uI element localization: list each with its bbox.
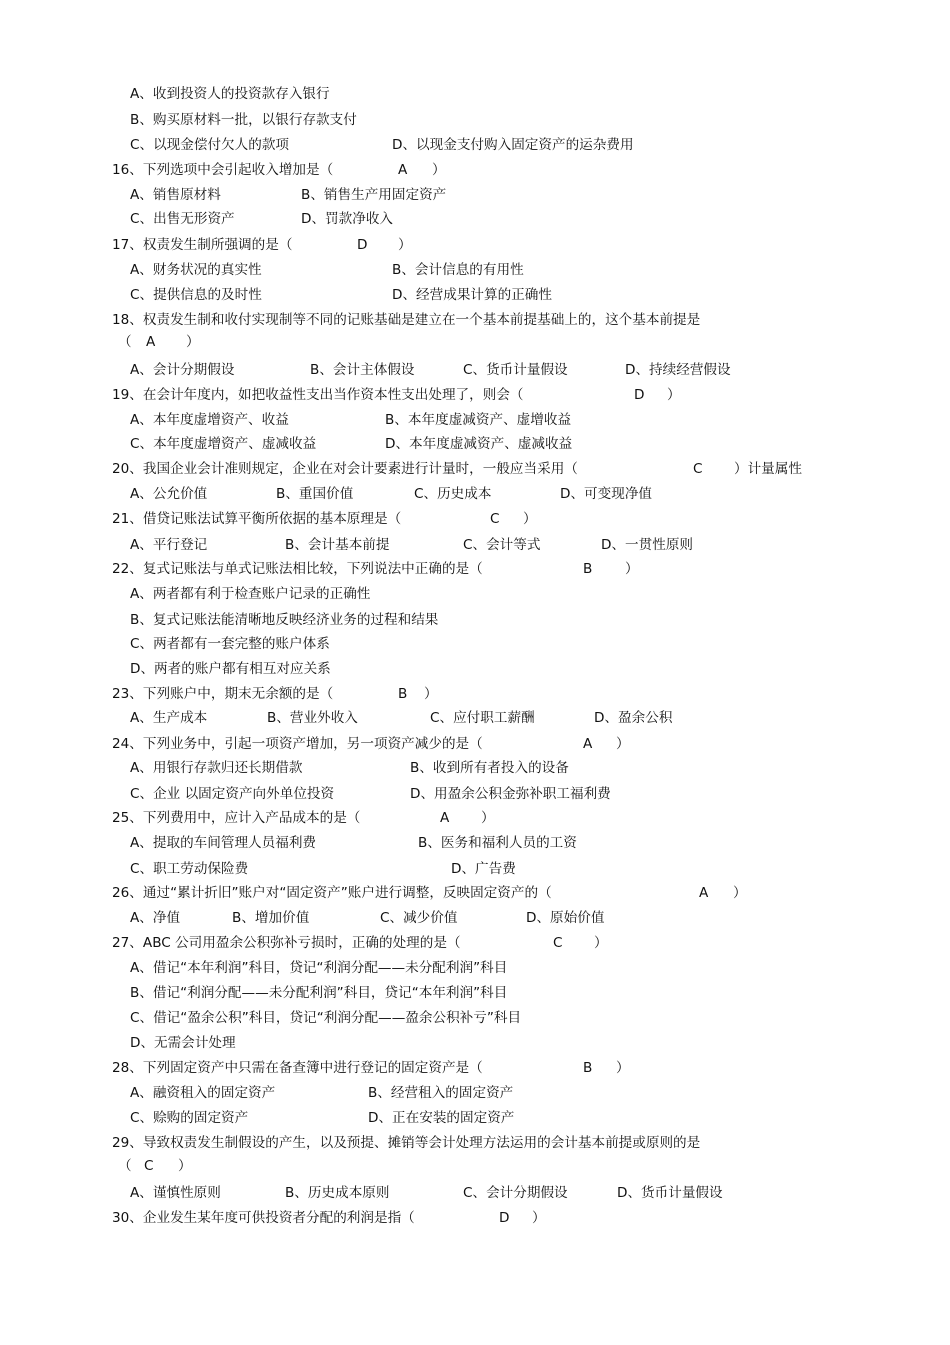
- text-segment: ）: [594, 935, 608, 951]
- text-segment: ）: [398, 237, 412, 253]
- text-segment: D、用盈余公积金弥补职工福利费: [410, 786, 611, 802]
- text-segment: B、复式记账法能清晰地反映经济业务的过程和结果: [130, 612, 439, 628]
- text-segment: 30、企业发生某年度可供投资者分配的利润是指（: [112, 1210, 415, 1226]
- text-segment: ）: [532, 1210, 546, 1226]
- text-segment: D、一贯性原则: [601, 537, 694, 553]
- text-segment: C、企业 以固定资产向外单位投资: [130, 786, 335, 802]
- text-segment: 18、权责发生制和收付实现制等不同的记账基础是建立在一个基本前提基础上的，这个基本前提是: [112, 312, 701, 328]
- text-segment: C、减少价值: [380, 910, 458, 926]
- text-segment: ）: [523, 511, 537, 527]
- text-segment: B: [583, 1060, 593, 1076]
- text-segment: 22、复式记账法与单式记账法相比较，下列说法中正确的是（: [112, 561, 483, 577]
- text-segment: ）: [178, 1158, 192, 1174]
- text-segment: D、两者的账户都有相互对应关系: [130, 661, 331, 677]
- text-segment: 21、借贷记账法试算平衡所依据的基本原理是（: [112, 511, 402, 527]
- text-segment: A、会计分期假设: [130, 362, 235, 378]
- text-segment: B、会计主体假设: [310, 362, 415, 378]
- text-segment: ）: [616, 736, 630, 752]
- text-segment: C、历史成本: [414, 486, 492, 502]
- text-segment: A、两者都有利于检查账户记录的正确性: [130, 586, 371, 602]
- text-segment: ）: [616, 1060, 630, 1076]
- text-segment: （: [118, 1158, 132, 1174]
- text-segment: B、销售生产用固定资产: [301, 187, 447, 203]
- text-segment: B、医务和福利人员的工资: [418, 835, 577, 851]
- text-segment: 26、通过“累计折旧”账户对“固定资产”账户进行调整，反映固定资产的（: [112, 885, 552, 901]
- text-segment: C、出售无形资产: [130, 211, 235, 227]
- text-segment: C、两者都有一套完整的账户体系: [130, 636, 330, 652]
- text-segment: A: [146, 334, 156, 350]
- text-segment: B、会计信息的有用性: [392, 262, 524, 278]
- text-segment: B、购买原材料一批，以银行存款支付: [130, 112, 357, 128]
- text-segment: ）: [625, 561, 639, 577]
- text-segment: B、重国价值: [276, 486, 354, 502]
- text-segment: C、提供信息的及时性: [130, 287, 262, 303]
- text-segment: D、货币计量假设: [617, 1185, 723, 1201]
- text-segment: A、借记“本年利润”科目，贷记“利润分配——未分配利润”科目: [130, 960, 508, 976]
- text-segment: ）: [186, 334, 200, 350]
- text-segment: B、营业外收入: [267, 710, 358, 726]
- text-segment: ）: [481, 810, 495, 826]
- text-segment: A、净值: [130, 910, 181, 926]
- text-segment: B、增加价值: [232, 910, 310, 926]
- text-segment: C、借记“盈余公积”科目，贷记“利润分配——盈余公积补亏”科目: [130, 1010, 522, 1026]
- text-segment: ）: [424, 686, 438, 702]
- text-segment: 20、我国企业会计准则规定，企业在对会计要素进行计量时，一般应当采用（: [112, 461, 578, 477]
- text-segment: 29、导致权责发生制假设的产生，以及预提、摊销等会计处理方法运用的会计基本前提或原则的是: [112, 1135, 701, 1151]
- text-segment: （: [118, 334, 132, 350]
- text-segment: D、可变现净值: [560, 486, 653, 502]
- text-segment: D、盈余公积: [594, 710, 673, 726]
- text-segment: C、货币计量假设: [463, 362, 568, 378]
- text-segment: D、正在安装的固定资产: [368, 1110, 515, 1126]
- text-segment: 25、下列费用中，应计入产品成本的是（: [112, 810, 361, 826]
- text-segment: C、以现金偿付欠人的款项: [130, 137, 290, 153]
- text-segment: C、本年度虚增资产、虚减收益: [130, 436, 317, 452]
- text-segment: A、销售原材料: [130, 187, 221, 203]
- text-segment: D、经营成果计算的正确性: [392, 287, 552, 303]
- text-segment: D: [634, 387, 645, 403]
- text-segment: D: [357, 237, 368, 253]
- text-segment: D、原始价值: [526, 910, 605, 926]
- text-segment: B、历史成本原则: [285, 1185, 390, 1201]
- text-segment: A: [699, 885, 709, 901]
- text-segment: A、谨慎性原则: [130, 1185, 221, 1201]
- text-segment: A、用银行存款归还长期借款: [130, 760, 303, 776]
- text-segment: A、融资租入的固定资产: [130, 1085, 276, 1101]
- text-segment: ）: [667, 387, 681, 403]
- text-segment: 24、下列业务中，引起一项资产增加，另一项资产减少的是（: [112, 736, 483, 752]
- text-segment: D: [499, 1210, 510, 1226]
- text-segment: D、广告费: [451, 861, 516, 877]
- text-segment: B: [398, 686, 408, 702]
- text-segment: C、应付职工薪酬: [430, 710, 535, 726]
- text-segment: C: [553, 935, 563, 951]
- text-segment: A: [583, 736, 593, 752]
- text-segment: 23、下列账户中，期末无余额的是（: [112, 686, 334, 702]
- text-segment: A、财务状况的真实性: [130, 262, 262, 278]
- text-segment: D、无需会计处理: [130, 1035, 236, 1051]
- text-segment: A、生产成本: [130, 710, 208, 726]
- text-segment: 16、下列选项中会引起收入增加是（: [112, 162, 334, 178]
- text-segment: B: [583, 561, 593, 577]
- text-segment: C: [693, 461, 703, 477]
- text-segment: B、本年度虚减资产、虚增收益: [385, 412, 572, 428]
- text-segment: C、赊购的固定资产: [130, 1110, 249, 1126]
- text-segment: A: [398, 162, 408, 178]
- text-segment: B、经营租入的固定资产: [368, 1085, 514, 1101]
- text-segment: 28、下列固定资产中只需在备查簿中进行登记的固定资产是（: [112, 1060, 483, 1076]
- text-segment: A、本年度虚增资产、收益: [130, 412, 289, 428]
- text-segment: A、提取的车间管理人员福利费: [130, 835, 317, 851]
- text-segment: ）计量属性: [734, 461, 802, 477]
- text-segment: C、会计分期假设: [463, 1185, 568, 1201]
- text-segment: 19、在会计年度内，如把收益性支出当作资本性支出处理了，则会（: [112, 387, 524, 403]
- text-segment: C、职工劳动保险费: [130, 861, 249, 877]
- text-segment: A、公允价值: [130, 486, 208, 502]
- text-segment: A、收到投资人的投资款存入银行: [130, 86, 330, 102]
- text-segment: 17、权责发生制所强调的是（: [112, 237, 293, 253]
- text-segment: B、借记“利润分配——未分配利润”科目，贷记“本年利润”科目: [130, 985, 508, 1001]
- text-segment: 27、ABC 公司用盈余公积弥补亏损时，正确的处理的是（: [112, 935, 461, 951]
- text-segment: A、平行登记: [130, 537, 208, 553]
- text-segment: C: [144, 1158, 154, 1174]
- text-segment: D、持续经营假设: [625, 362, 731, 378]
- text-segment: ）: [733, 885, 747, 901]
- text-segment: D、罚款净收入: [301, 211, 394, 227]
- text-segment: B、收到所有者投入的设备: [410, 760, 569, 776]
- text-segment: D、本年度虚减资产、虚减收益: [385, 436, 573, 452]
- text-segment: A: [440, 810, 450, 826]
- text-segment: C: [490, 511, 500, 527]
- text-segment: D、以现金支付购入固定资产的运杂费用: [392, 137, 634, 153]
- text-segment: B、会计基本前提: [285, 537, 390, 553]
- text-segment: C、会计等式: [463, 537, 541, 553]
- text-segment: ）: [432, 162, 446, 178]
